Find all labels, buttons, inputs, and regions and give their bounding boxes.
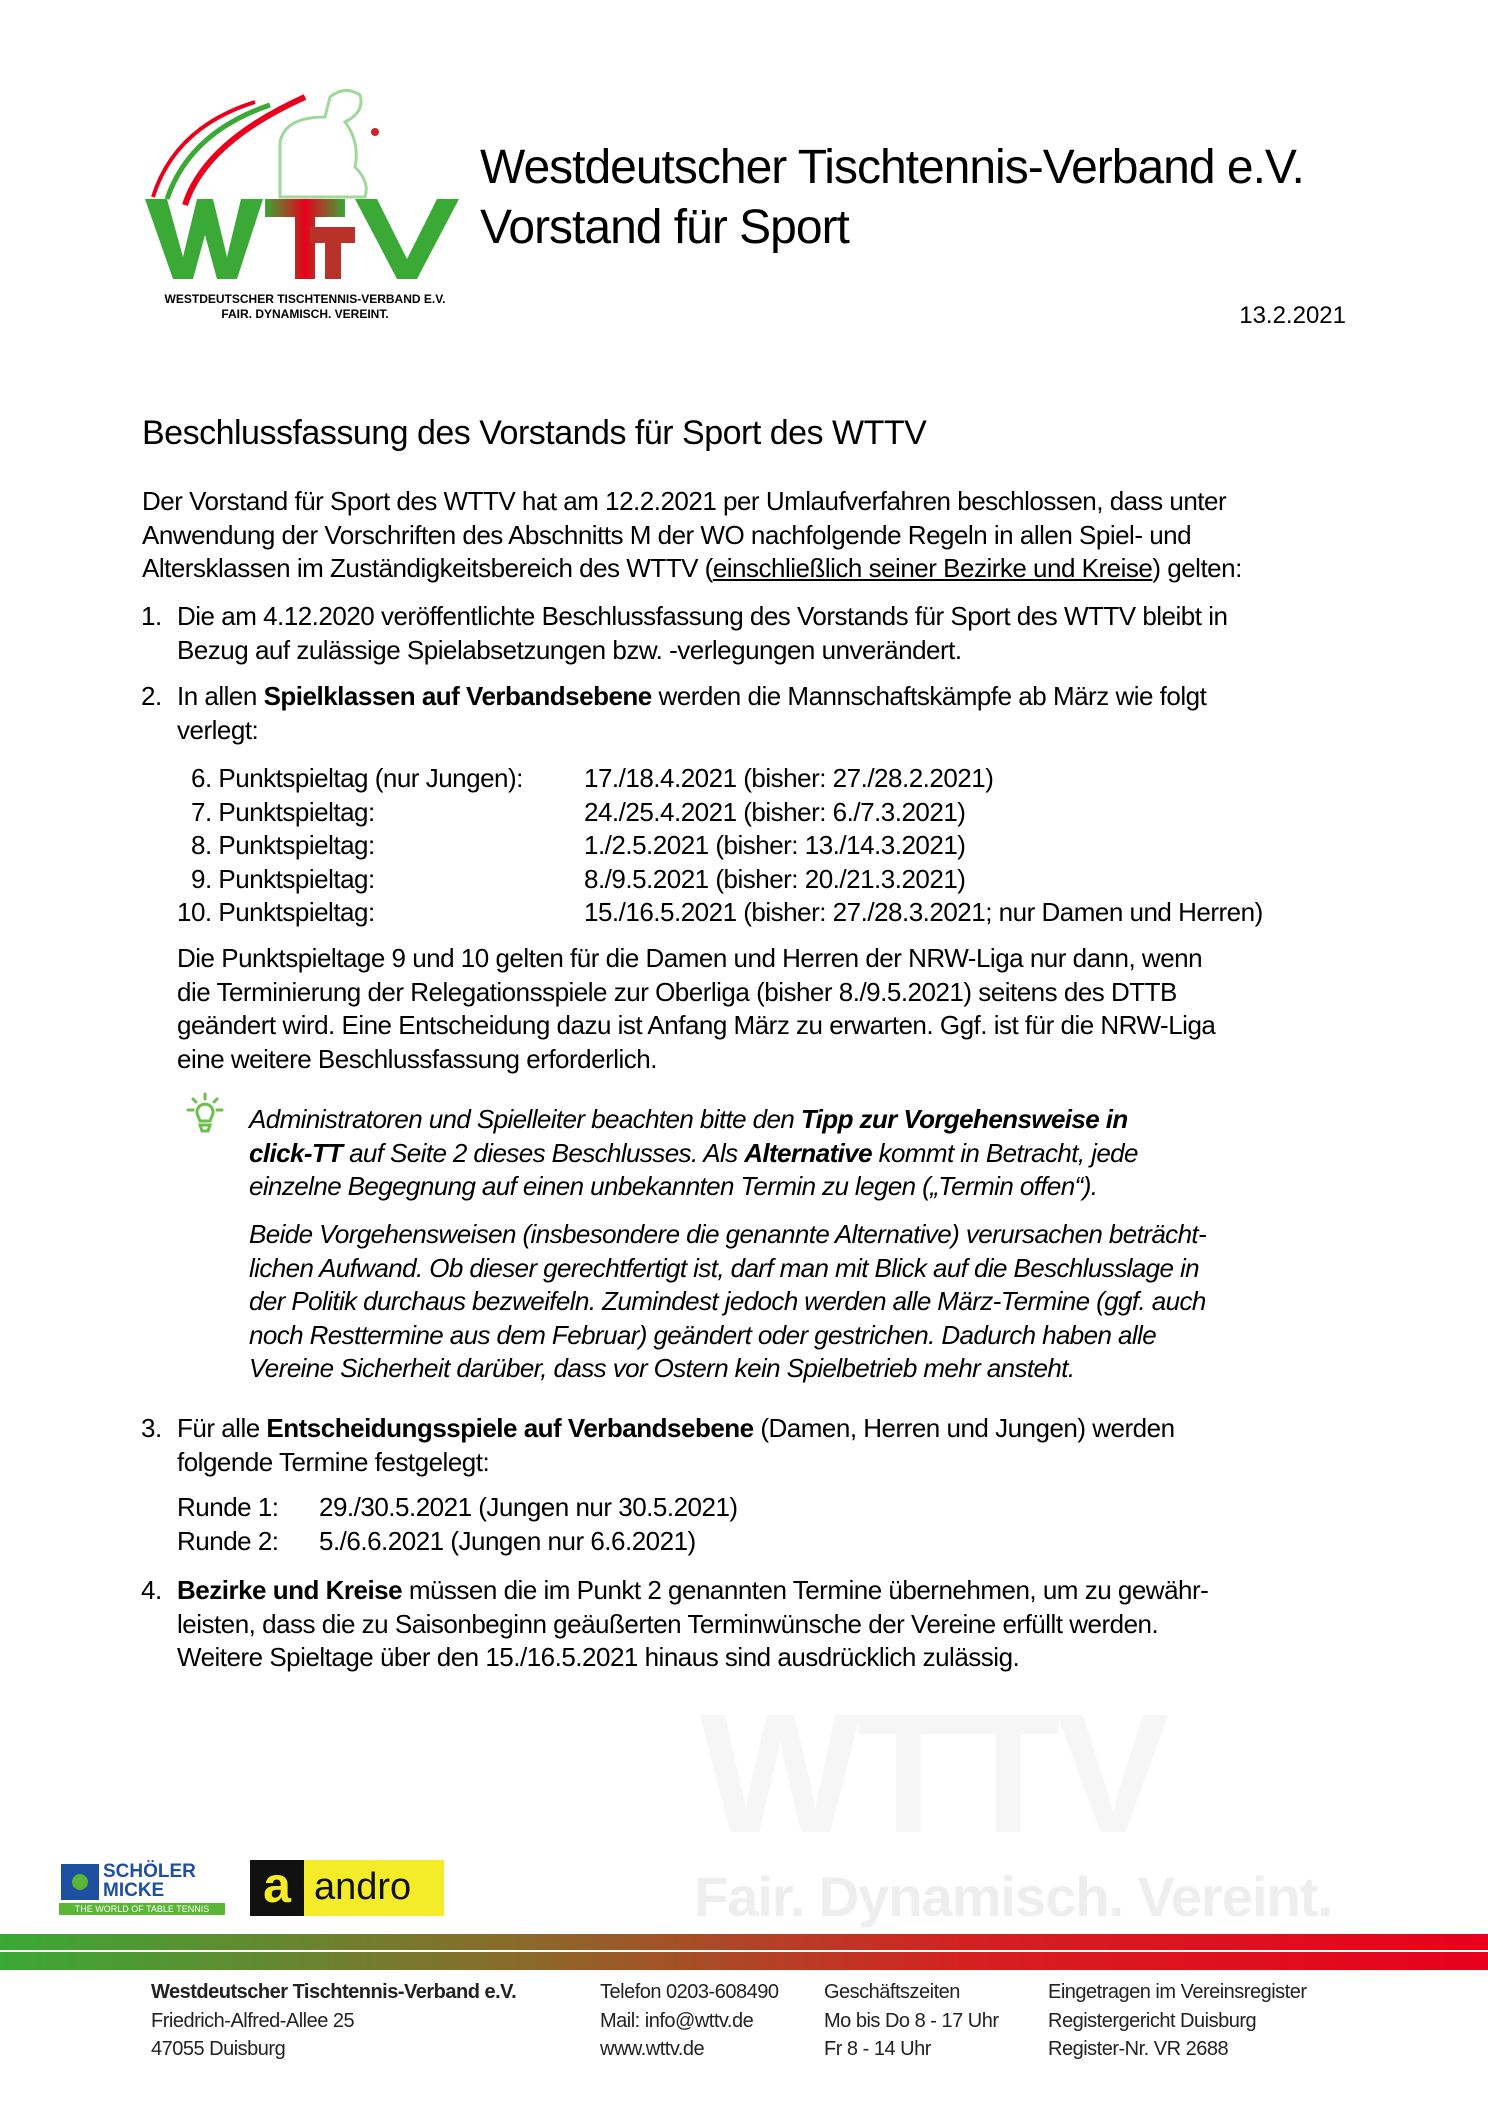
schedule-label: 10. Punktspieltag: [177, 897, 375, 927]
footer-org-name: Westdeutscher Tischtennis-Verband e.V. [151, 1981, 517, 2003]
text-run: der Politik durchaus bezweifeln. Zumindest jedoch werden alle März-Termine (ggf. auch [249, 1286, 1206, 1316]
bold-text: Tipp zur Vorgehensweise in [800, 1104, 1128, 1134]
text-run: Die am 4.12.2020 veröffentlichte Beschlussfassung des Vorstands für Sport des WTTV bleibt in [177, 601, 1228, 631]
text-line [249, 1218, 1206, 1252]
list-item-text [177, 680, 1206, 747]
schedule-date: 24./25.4.2021 (bisher: 6./7.3.2021) [584, 796, 966, 827]
text-run: eine weitere Beschlussfassung erforderlich. [177, 1043, 657, 1074]
schedule-row [177, 762, 1263, 796]
text-run: einzelne Begegnung auf einen unbekannten Termin zu legen („Termin offen“). [249, 1171, 1098, 1201]
footer-street: Friedrich-Alfred-Allee 25 [151, 2009, 355, 2032]
schedule-row [177, 796, 1263, 830]
andro-mark-icon: a [250, 1860, 304, 1916]
text-line [177, 1412, 1175, 1446]
text-run: Beide Vorgehensweisen (insbesondere die genannte Alternative) verursachen beträcht- [249, 1219, 1207, 1249]
watermark-letters: WTTV [700, 1679, 1166, 1869]
text-run: lichen Aufwand. Ob dieser gerechtfertigt ist, darf man mit Blick auf die Beschlusslage in [249, 1252, 1200, 1283]
list-item-text [177, 1412, 1175, 1479]
schoeler-micke-logo [59, 1862, 227, 1916]
schoeler-line2: MICKE [103, 1880, 165, 1901]
item2-note [177, 942, 1215, 1076]
text-line [177, 1009, 1215, 1043]
list-item-2 [141, 680, 1207, 747]
round-date: 29./30.5.2021 (Jungen nur 30.5.2021) [319, 1492, 738, 1522]
round-label: Runde 2: [177, 1525, 279, 1556]
text-line [177, 714, 1206, 748]
text-run: verlegt: [177, 714, 259, 745]
text-line [249, 1285, 1206, 1319]
text-line [177, 600, 1227, 634]
schedule-row [177, 863, 1263, 897]
andro-name: andro [314, 1866, 412, 1908]
text-run: Der Vorstand für Sport des WTTV hat am 12.2.2021 per Umlaufverfahren beschlossen, dass unter [142, 486, 1227, 516]
footer-email-link[interactable]: Mail: info@wttv.de [600, 2009, 754, 2032]
list-number: 1. [141, 601, 162, 631]
text-run: ) gelten: [1152, 553, 1242, 583]
round-row [177, 1491, 738, 1525]
round-row [177, 1525, 738, 1559]
text-line [177, 1574, 1208, 1608]
text-line [249, 1352, 1206, 1386]
text-run: In allen [177, 681, 264, 711]
schedule-row [177, 829, 1263, 863]
schedule-label: 8. Punktspieltag: [191, 830, 375, 860]
bold-text: click-TT [249, 1137, 343, 1168]
text-run: Vereine Sicherheit darüber, dass vor Ostern kein Spielbetrieb mehr ansteht. [249, 1353, 1075, 1383]
text-line [177, 1446, 1175, 1480]
underlined-text: einschließlich seiner Bezirke und Kreise [712, 553, 1153, 583]
round-date: 5./6.6.2021 (Jungen nur 6.6.2021) [319, 1525, 696, 1556]
bold-text: Spielklassen auf Verbandsebene [263, 681, 652, 711]
footer-register-title: Eingetragen im Vereinsregister [1048, 1981, 1307, 2003]
list-item-3 [141, 1412, 1175, 1479]
schoeler-tagline: THE WORLD OF TABLE TENNIS [59, 1903, 225, 1915]
bold-text: Bezirke und Kreise [177, 1575, 403, 1605]
bold-text: Alternative [744, 1137, 872, 1168]
schedule-date: 17./18.4.2021 (bisher: 27./28.2.2021) [584, 763, 994, 793]
text-run: folgende Termine festgelegt: [177, 1446, 490, 1477]
watermark-slogan: Fair. Dynamisch. Vereint. [694, 1865, 1332, 1928]
text-run: geändert wird. Eine Entscheidung dazu ist Anfang März zu erwarten. Ggf. ist für die NRW-Liga [177, 1010, 1216, 1040]
tip-paragraph-2 [249, 1218, 1206, 1386]
text-line [177, 634, 1227, 668]
footer-register [1048, 1978, 1306, 2064]
tip-paragraph-1 [249, 1103, 1138, 1204]
header-title [480, 138, 1304, 258]
schoeler-micke-emblem-icon [61, 1864, 99, 1900]
rounds-table [177, 1491, 738, 1558]
schedule-date: 1./2.5.2021 (bisher: 13./14.3.2021) [584, 830, 966, 860]
footer-hours [824, 1978, 999, 2064]
schedule-label: 6. Punktspieltag (nur Jungen): [191, 763, 523, 793]
round-label: Runde 1: [177, 1492, 279, 1522]
text-line [142, 519, 1242, 553]
text-run: Die Punktspieltage 9 und 10 gelten für die Damen und Herren der NRW-Liga nur dann, wenn [177, 943, 1203, 973]
text-line [177, 942, 1215, 976]
schoeler-line1: SCHÖLER [103, 1861, 196, 1882]
schedule-label: 9. Punktspieltag: [191, 863, 375, 894]
intro-paragraph [142, 485, 1242, 586]
text-line [142, 552, 1242, 586]
text-run: müssen die im Punkt 2 genannten Termine übernehmen, um zu gewähr- [402, 1575, 1209, 1605]
title-line-1: Westdeutscher Tischtennis-Verband e.V. [480, 141, 1304, 194]
footer-hours-title: Geschäftszeiten [824, 1981, 960, 2003]
text-line [177, 976, 1215, 1010]
footer-city: 47055 Duisburg [151, 2038, 286, 2060]
text-run: Administratoren und Spielleiter beachten bitte den [249, 1104, 801, 1134]
logo-line1: WESTDEUTSCHER TISCHTENNIS-VERBAND E.V. [164, 292, 446, 306]
text-run: noch Resttermine aus dem Februar) geändert oder gestrichen. Dadurch haben alle [249, 1319, 1157, 1350]
text-run: kommt in Betracht, jede [871, 1137, 1138, 1168]
list-number: 3. [141, 1413, 162, 1443]
andro-logo [250, 1857, 444, 1916]
text-run: die Terminierung der Relegationsspiele zur Oberliga (bisher 8./9.5.2021) seitens des DTTB [177, 976, 1177, 1007]
text-run: Anwendung der Vorschriften des Abschnitts M der WO nachfolgende Regeln in allen Spiel- und [142, 519, 1192, 550]
text-line [177, 1608, 1208, 1642]
text-run: Altersklassen im Zuständigkeitsbereich des WTTV ( [142, 553, 713, 583]
text-run: leisten, dass die zu Saisonbeginn geäußerten Terminwünsche der Vereine erfüllt werden. [177, 1608, 1159, 1639]
text-line [177, 1641, 1208, 1675]
text-run: Für alle [177, 1413, 267, 1443]
wttv-logo [145, 87, 465, 322]
list-item-text [177, 600, 1227, 667]
text-run: werden die Mannschaftskämpfe ab März wie folgt [651, 681, 1207, 711]
logo-line2: FAIR. DYNAMISCH. VEREINT. [221, 307, 389, 321]
list-item-text [177, 1574, 1208, 1675]
schedule-row [177, 896, 1263, 930]
title-line-2: Vorstand für Sport [480, 201, 849, 254]
footer-bar-top [0, 1934, 1488, 1950]
text-line [177, 1043, 1215, 1077]
document-heading: Beschlussfassung des Vorstands für Sport des WTTV [142, 414, 927, 452]
text-run: Bezug auf zulässige Spielabsetzungen bzw. -verlegungen unverändert. [177, 634, 962, 665]
bold-text: Entscheidungsspiele auf Verbandsebene [266, 1413, 754, 1443]
list-item-1 [141, 600, 1228, 667]
footer-register-court: Registergericht Duisburg [1048, 2009, 1257, 2032]
text-line [177, 680, 1206, 714]
footer-website-link[interactable]: www.wttv.de [600, 2038, 705, 2060]
text-line [249, 1319, 1206, 1353]
text-run: Weitere Spieltage über den 15./16.5.2021 hinaus sind ausdrücklich zulässig. [177, 1642, 1020, 1672]
list-number: 2. [141, 681, 162, 711]
list-item-4 [141, 1574, 1209, 1675]
text-line [249, 1137, 1138, 1171]
schedule-table [177, 762, 1263, 930]
footer-hours-weekdays: Mo bis Do 8 - 17 Uhr [824, 2009, 999, 2032]
footer-phone: Telefon 0203-608490 [600, 1981, 779, 2003]
footer-register-number: Register-Nr. VR 2688 [1048, 2038, 1229, 2060]
document-date: 13.2.2021 [1239, 302, 1346, 329]
text-line [142, 485, 1242, 519]
list-number: 4. [141, 1575, 162, 1605]
text-line [249, 1252, 1206, 1286]
footer-address [151, 1978, 516, 2064]
text-run: auf Seite 2 dieses Beschlusses. Als [342, 1137, 745, 1168]
schedule-date: 8./9.5.2021 (bisher: 20./21.3.2021) [584, 863, 966, 894]
schedule-date: 15./16.5.2021 (bisher: 27./28.3.2021; nur Damen und Herren) [584, 897, 1263, 927]
logo-graphic-icon [145, 87, 465, 287]
footer-hours-friday: Fr 8 - 14 Uhr [824, 2038, 931, 2060]
text-line [249, 1170, 1138, 1204]
lightbulb-icon [185, 1092, 225, 1134]
schedule-label: 7. Punktspieltag: [191, 796, 375, 827]
text-run: (Damen, Herren und Jungen) werden [753, 1413, 1175, 1443]
footer-bar-bottom [0, 1952, 1488, 1970]
text-line [249, 1103, 1138, 1137]
footer-contact [600, 1978, 778, 2064]
